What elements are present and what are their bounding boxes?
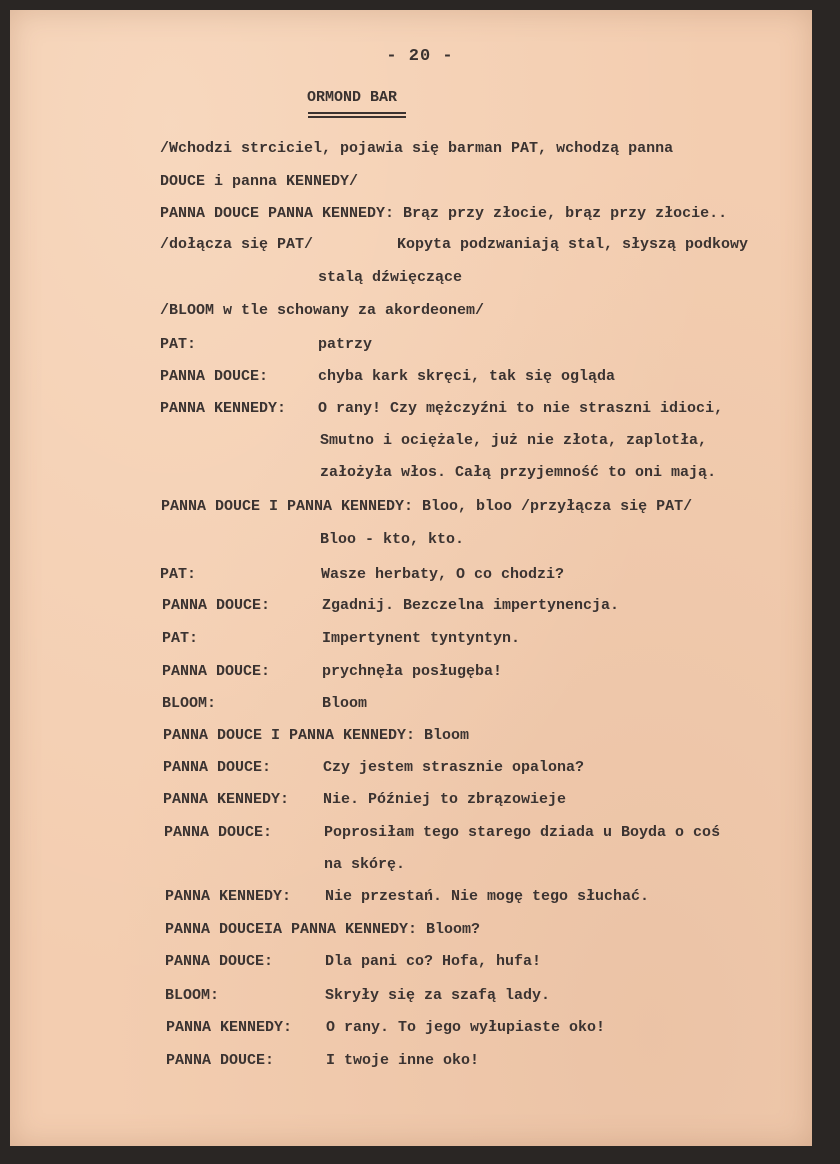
speaker-name: PANNA KENNEDY: — [160, 400, 287, 417]
speaker-name: PANNA DOUCE: — [166, 1052, 275, 1069]
speaker-name: PANNA DOUCE: — [165, 953, 274, 970]
dialogue-text: O rany! Czy mężczyźni to nie straszni idioci, — [318, 400, 724, 417]
dialogue-text: O rany. To jego wyłupiaste oko! — [326, 1019, 606, 1036]
dialogue-text: Smutno i ociężale, już nie złota, zaplotła, — [320, 432, 708, 449]
speaker-name: PANNA DOUCE: — [160, 368, 269, 385]
speaker-name: PANNA KENNEDY: — [166, 1019, 293, 1036]
dialogue-text: prychnęła posługęba! — [322, 663, 503, 680]
dialogue-text: Czy jestem strasznie opalona? — [323, 759, 585, 776]
dialogue-text: chyba kark skręci, tak się ogląda — [318, 368, 616, 385]
dialogue-text: Kopyta podzwaniają stal, słyszą podkowy — [397, 236, 749, 253]
stage-direction: /dołącza się PAT/ — [160, 236, 314, 253]
script-line: /Wchodzi strciciel, pojawia się barman PAT, wchodzą panna — [160, 140, 674, 157]
dialogue-text: Impertynent tyntyntyn. — [322, 630, 521, 647]
script-line: PANNA DOUCE I PANNA KENNEDY: Bloo, bloo /przyłącza się PAT/ — [161, 498, 693, 515]
dialogue-text: Nie przestań. Nie mogę tego słuchać. — [325, 888, 650, 905]
page-number: - 20 - — [386, 47, 454, 66]
dialogue-text: na skórę. — [324, 856, 406, 873]
speaker-name: PAT: — [160, 336, 197, 353]
dialogue-text: założyła włos. Całą przyjemność to oni mają. — [320, 464, 717, 481]
speaker-name: BLOOM: — [162, 695, 217, 712]
script-line: PANNA DOUCE PANNA KENNEDY: Brąz przy złocie, brąz przy złocie.. — [160, 205, 728, 222]
stage-direction: /BLOOM w tle schowany za akordeonem/ — [160, 302, 485, 319]
dialogue-text: Zgadnij. Bezczelna impertynencja. — [322, 597, 620, 614]
dialogue-text: Nie. Później to zbrązowieje — [323, 791, 567, 808]
speaker-name: PAT: — [160, 566, 197, 583]
speaker-name: PANNA DOUCE: — [164, 824, 273, 841]
script-line: PANNA DOUCEIA PANNA KENNEDY: Bloom? — [165, 921, 481, 938]
script-line: DOUCE i panna KENNEDY/ — [160, 173, 359, 190]
dialogue-text: Dla pani co? Hofa, hufa! — [325, 953, 542, 970]
dialogue-text: Bloo - kto, kto. — [320, 531, 465, 548]
speaker-name: PAT: — [162, 630, 199, 647]
speaker-name: PANNA DOUCE: — [162, 597, 271, 614]
speaker-name: PANNA DOUCE: — [163, 759, 272, 776]
speaker-name: PANNA DOUCE: — [162, 663, 271, 680]
dialogue-text: Bloom — [322, 695, 368, 712]
page-title: ORMOND BAR — [307, 89, 398, 106]
title-underline — [308, 112, 406, 118]
script-line: PANNA DOUCE I PANNA KENNEDY: Bloom — [163, 727, 470, 744]
dialogue-text: Skryły się za szafą lady. — [325, 987, 551, 1004]
dialogue-text: stalą dźwięczące — [318, 269, 463, 286]
dialogue-text: I twoje inne oko! — [326, 1052, 480, 1069]
speaker-name: PANNA KENNEDY: — [163, 791, 290, 808]
dialogue-text: Wasze herbaty, O co chodzi? — [321, 566, 565, 583]
speaker-name: PANNA KENNEDY: — [165, 888, 292, 905]
dialogue-text: patrzy — [318, 336, 373, 353]
dialogue-text: Poprosiłam tego starego dziada u Boyda o coś — [324, 824, 721, 841]
speaker-name: BLOOM: — [165, 987, 220, 1004]
